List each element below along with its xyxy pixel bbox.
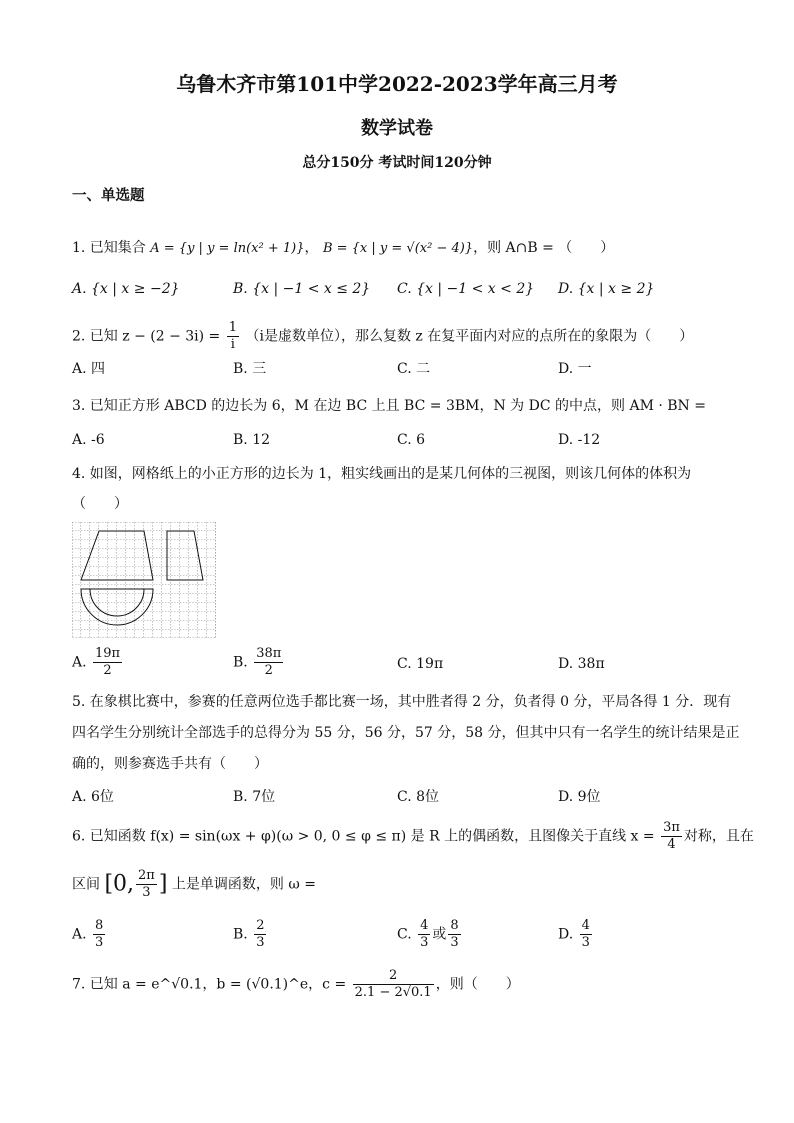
question-1 xyxy=(72,238,614,259)
option-c[interactable]: C. 8位 xyxy=(397,789,440,805)
option-d[interactable]: D. $\frac{4}{3}$ xyxy=(558,918,590,950)
fraction: $\frac{3\pi}{4}$ xyxy=(663,820,680,852)
three-view-figure xyxy=(72,522,216,638)
option-d[interactable]: D. 9位 xyxy=(558,789,601,805)
option-d[interactable]: D. {x | x ≥ 2} xyxy=(558,281,655,297)
option-a[interactable]: A. -6 xyxy=(72,432,105,448)
option-c[interactable]: C. $\frac{4}{3}$ 或 $\frac{8}{3}$ xyxy=(397,918,459,950)
question-2-prefix: 2. 已知 z − (2 − 3i) = xyxy=(72,328,221,345)
exam-subtitle: 数学试卷 xyxy=(361,118,433,139)
exam-title: 乌鲁木齐市第101中学2022-2023学年高三月考 xyxy=(176,72,618,96)
option-b[interactable]: B. 三 xyxy=(233,361,267,377)
option-b[interactable]: B. {x | −1 < x ≤ 2} xyxy=(233,281,371,297)
question-2 xyxy=(72,320,693,353)
fraction: $\frac{4}{3}$ xyxy=(581,918,590,950)
option-b[interactable]: B. $\frac{2}{3}$ xyxy=(233,918,265,950)
fraction: $\frac{19\pi}{2}$ xyxy=(95,646,121,678)
question-3: 3. 已知正方形 ABCD 的边长为 6，M 在边 BC 上且 BC = 3BM，N 为 DC 的中点，则 AM · BN = xyxy=(72,398,706,414)
option-a[interactable]: A. 6位 xyxy=(72,789,114,805)
fraction: $\frac{38\pi}{2}$ xyxy=(256,646,282,678)
question-6-line2: 区间 [0, $\frac{2\pi}{3}$ ] 上是单调函数，则 ω = xyxy=(72,868,316,900)
question-5-line2: 四名学生分别统计全部选手的总得分为 55 分，56 分，57 分，58 分，但其中只有一名学生的统计结果是正 xyxy=(72,725,740,741)
option-d[interactable]: D. 一 xyxy=(558,361,592,377)
question-5-line1: 5. 在象棋比赛中，参赛的任意两位选手都比赛一场，其中胜者得 2 分，负者得 0 分，平局各得 1 分．现有 xyxy=(72,694,732,710)
question-1-prefix: 1. 已知集合 xyxy=(72,240,146,256)
option-c[interactable]: C. 二 xyxy=(397,361,431,377)
fraction: $\frac{2\pi}{3}$ xyxy=(138,868,155,900)
option-a[interactable]: A. 四 xyxy=(72,361,106,377)
question-1-ask: ，则 A∩B = （ ） xyxy=(473,240,615,256)
fraction: $\frac{8}{3}$ xyxy=(95,918,104,950)
fraction: $\frac{1}{i}$ xyxy=(228,320,238,352)
fraction: $\frac{8}{3}$ xyxy=(450,918,459,950)
question-6-line1: 6. 已知函数 f(x) = sin(ωx + φ)(ω > 0, 0 ≤ φ ≤ π) 是 R 上的偶函数，且图像关于直线 x = $\frac{3\pi}{4}$ 对称，且在 xyxy=(72,820,754,852)
option-c[interactable]: C. {x | −1 < x < 2} xyxy=(397,281,535,297)
option-c[interactable]: C. 6 xyxy=(397,432,426,448)
question-7: 7. 已知 a = e^√0.1，b = (√0.1)^e，c = $\frac{2}{2.1 - 2√0.1}$ ，则（ ） xyxy=(72,968,520,1000)
option-b[interactable]: B. 7位 xyxy=(233,789,276,805)
fraction: $\frac{2}{2.1 - 2√0.1}$ xyxy=(354,968,432,1000)
option-c[interactable]: C. 19π xyxy=(397,656,444,672)
question-4-line2: （ ） xyxy=(72,496,128,512)
option-a[interactable]: A. {x | x ≥ −2} xyxy=(72,281,180,297)
fraction: $\frac{2}{3}$ xyxy=(256,918,265,950)
option-b[interactable]: B. 12 xyxy=(233,432,271,448)
option-d[interactable]: D. 38π xyxy=(558,656,605,672)
question-1-sep: ， xyxy=(304,240,319,256)
option-d[interactable]: D. -12 xyxy=(558,432,601,448)
option-a[interactable]: A. $\frac{8}{3}$ xyxy=(72,918,104,950)
fraction: $\frac{4}{3}$ xyxy=(420,918,429,950)
set-b: B = {x | y = √(x² − 4)} xyxy=(322,241,474,256)
question-5-line3: 确的，则参赛选手共有（ ） xyxy=(72,756,268,772)
question-2-rest: （i是虚数单位），那么复数 z 在复平面内对应的点所在的象限为（ ） xyxy=(245,328,694,345)
exam-meta: 总分150分 考试时间120分钟 xyxy=(302,155,492,171)
question-4-line1: 4. 如图，网格纸上的小正方形的边长为 1，粗实线画出的是某几何体的三视图，则该几何体的体积为 xyxy=(72,466,692,482)
section-heading: 一、单选题 xyxy=(72,187,145,204)
option-b[interactable]: B. $\frac{38\pi}{2}$ xyxy=(233,646,282,678)
set-a: A = {y | y = ln(x² + 1)} xyxy=(150,241,305,256)
option-a[interactable]: A. $\frac{19\pi}{2}$ xyxy=(72,646,121,678)
